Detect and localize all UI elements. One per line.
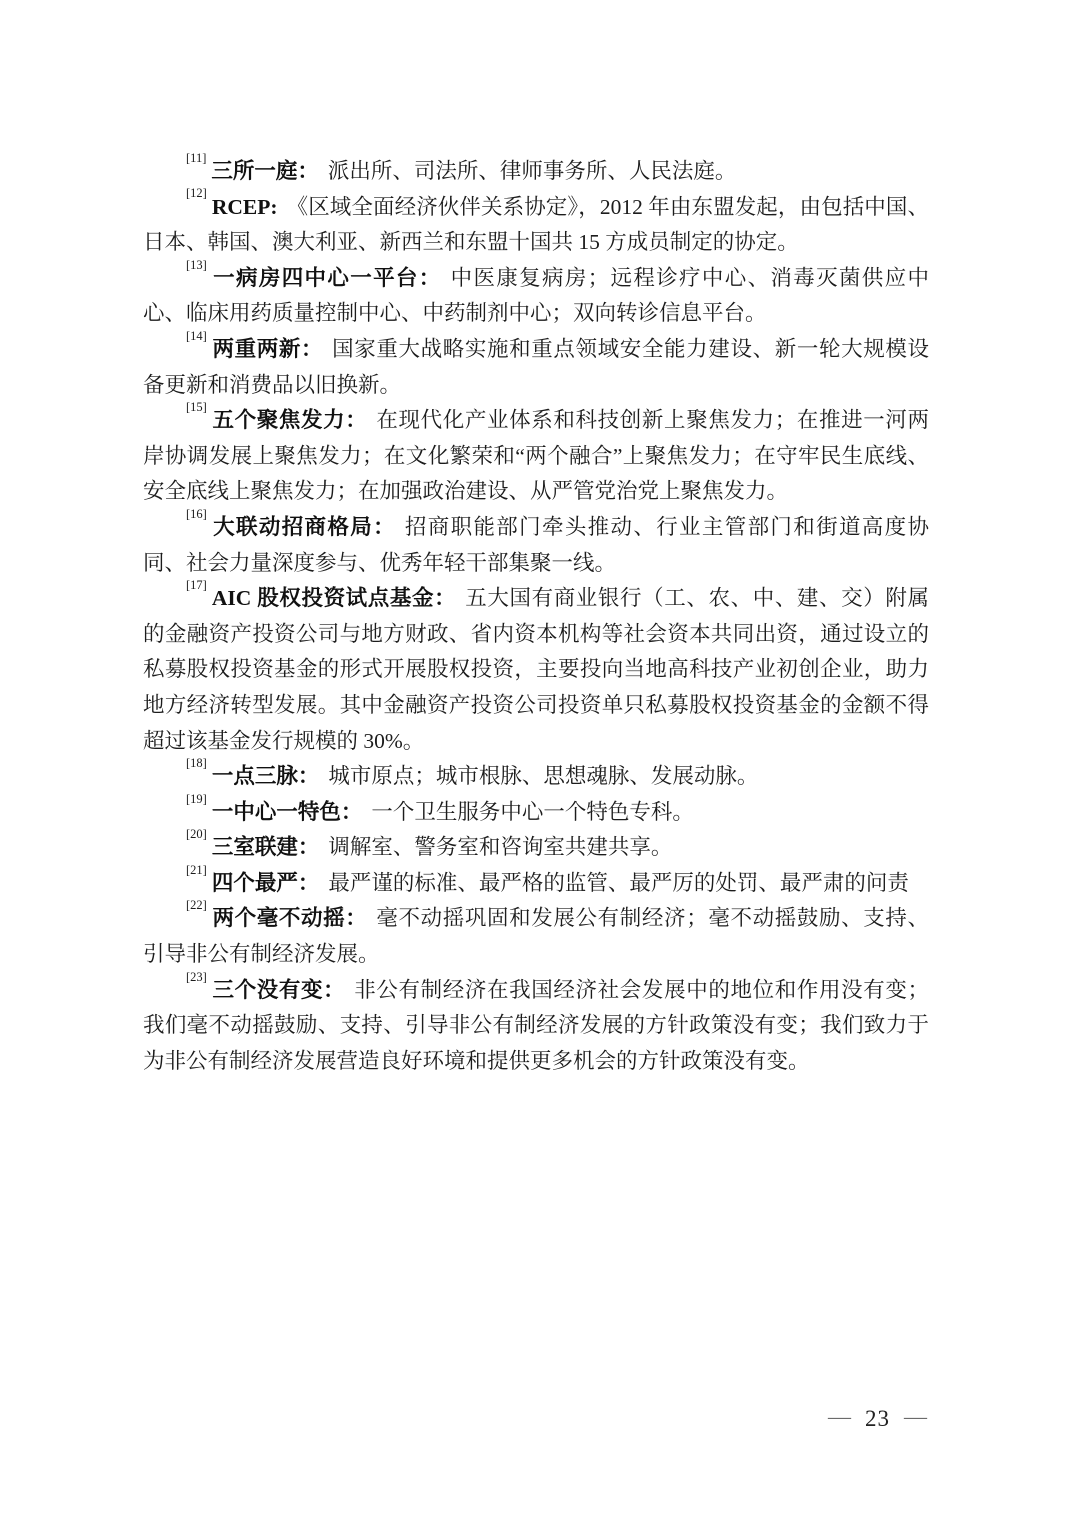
footnote-item [143,969,929,1080]
footnote-term: AIC 股权投资试点基金： [211,586,457,611]
footnote-text: 派出所、司法所、律师事务所、人民法庭。 [327,159,737,183]
footnote-item [143,328,929,403]
footnote-term: 三所一庭： [211,159,319,183]
page-number [828,1406,927,1432]
footnote-marker: [19] [186,791,207,806]
footnote-item [143,257,929,332]
footnote-term: 大联动招商格局： [211,514,396,539]
footnote-item [143,862,929,902]
footnote-term: 两个毫不动摇： [211,906,368,931]
footnote-item [143,150,929,190]
page-number-dash-left: — [828,1404,851,1429]
footnote-term: 三个没有变： [211,977,346,1002]
footnote-item [143,827,929,866]
footnote-marker: [18] [186,755,207,770]
footnote-marker: [14] [186,328,207,343]
footnote-item [143,577,929,759]
footnote-item [143,506,929,581]
footnote-marker: [22] [186,898,207,913]
footnote-text: 非公有制经济在我国经济社会发展中的地位和作用没有变；我们毫不动摇鼓励、支持、引导非公有制经济发展的方针政策没有变；我们致力于为非公有制经济发展营造良好环境和提供更多机会的方针政策没有变。 [143,977,929,1073]
footnote-term: RCEP: [211,194,278,219]
footnote-text: 一个卫生服务中心一个特色专科。 [371,799,694,824]
footnote-text: 招商职能部门牵头推动、行业主管部门和街道高度协同、社会力量深度参与、优秀年轻干部集聚一线。 [143,514,929,575]
footnote-text: 城市原点；城市根脉、思想魂脉、发展动脉。 [328,764,759,789]
footnote-item [143,186,929,261]
footnote-item [143,898,929,972]
footnote-marker: [20] [186,827,207,842]
footnote-text: 国家重大战略实施和重点领域安全能力建设、新一轮大规模设备更新和消费品以旧换新。 [143,336,929,397]
footnote-marker: [13] [186,257,207,272]
footnote-term: 一点三脉： [211,764,320,789]
footnote-item [143,400,929,510]
footnote-text: 在现代化产业体系和科技创新上聚焦发力；在推进一河两岸协调发展上聚焦发力；在文化繁荣和“两个融合”上聚焦发力；在守牢民生底线、安全底线上聚焦发力；在加强政治建设、从严管党治党上聚焦发力。 [143,408,929,504]
footnote-text: 最严谨的标准、最严格的监管、最严厉的处罚、最严肃的问责 [328,870,909,895]
footnote-marker: [15] [186,400,207,414]
footnote-term: 三室联建： [211,835,320,860]
footnote-term: 四个最严： [211,870,320,895]
footnote-term: 五个聚焦发力： [211,408,368,433]
footnote-marker: [16] [186,506,207,521]
footnotes-section [143,150,929,1079]
footnote-text: 中医康复病房；远程诊疗中心、消毒灭菌供应中心、临床用药质量控制中心、中药制剂中心；双向转诊信息平台。 [143,265,929,326]
footnote-term: 一中心一特色： [211,799,363,824]
footnote-marker: [21] [186,862,207,877]
footnote-term: 一病房四中心一平台： [211,265,442,290]
footnote-marker: [11] [186,150,207,165]
footnote-item [143,755,929,795]
footnote-text: 五大国有商业银行（工、农、中、建、交）附属的金融资产投资公司与地方财政、省内资本机构等社会资本共同出资，通过设立的私募股权投资基金的形式开展股权投资，主要投向当地高科技产业初创企业，助力地方经济转型发展。其中金融资产投资公司投资单只私募股权投资基金的金额不得超过该基金发行规模的 30%。 [143,586,929,753]
page-number-dash-right: — [904,1404,927,1429]
footnote-marker: [23] [186,969,207,984]
footnote-marker: [12] [186,186,207,201]
footnote-item [143,791,929,831]
footnote-text: 调解室、警务室和咨询室共建共享。 [328,835,673,860]
footnote-marker: [17] [186,577,207,592]
page-number-value: 23 [865,1406,890,1431]
footnote-term: 两重两新： [211,336,324,361]
footnote-text: 毫不动摇巩固和发展公有制经济；毫不动摇鼓励、支持、引导非公有制经济发展。 [143,906,929,967]
footnote-text: 《区域全面经济伙伴关系协定》，2012 年由东盟发起，由包括中国、日本、韩国、澳大利亚、新西兰和东盟十国共 15 方成员制定的协定。 [143,194,929,255]
